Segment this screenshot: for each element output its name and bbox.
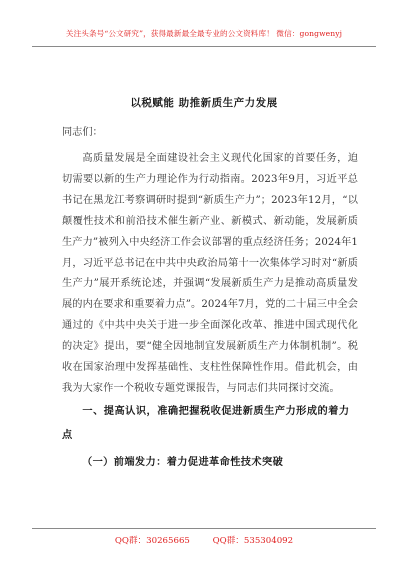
footer-qq-group-2: QQ群：535304092 xyxy=(212,536,294,546)
salutation: 同志们： xyxy=(62,127,103,138)
section-heading: 一、提高认识，准确把握税收促进新质生产力形成的着力点 xyxy=(62,405,350,441)
header-divider xyxy=(32,46,376,47)
header-banner: 关注头条号“公文研究”，获得最新最全最专业的公文资料库！ 微信：gongwenyj xyxy=(65,29,343,38)
footer xyxy=(0,534,408,546)
document-title: 以税赋能 助推新质生产力发展 xyxy=(130,97,278,109)
body-paragraph: 高质量发展是全面建设社会主义现代化国家的首要任务，迫切需要以新的生产力理论作为行动指南。2023年9月，习近平总书记在黑龙江考察调研时提到“新质生产力”；2023年12月，“以颠覆性技术和前沿技术催生新产业、新模式、新动能，发展新质生产力”被列入中央经济工作会议部署的重点经济任务；2024年1月，习近平总书记在中共中央政治局第十一次集体学习时对“新质生产力”展开系统论述，并强调“发展新质生产力是推动高质量发展的内在要求和重要着力点”。2024年7月，党的二十届三中全会通过的《中共中央关于进一步全面深化改革、推进中国式现代化的决定》提出，要“健全因地制宜发展新质生产力体制机制”。税收在国家治理中发挥基础性、支柱性保障性作用。借此机会，由我为大家作一个税收专题党课报告，与同志们共同探讨交流。 xyxy=(62,153,358,394)
subsection-heading: （一）前端发力：着力促进革命性技术突破 xyxy=(82,456,284,468)
footer-qq-group-1: QQ群：30265665 xyxy=(114,536,190,546)
footer-divider xyxy=(32,528,376,529)
